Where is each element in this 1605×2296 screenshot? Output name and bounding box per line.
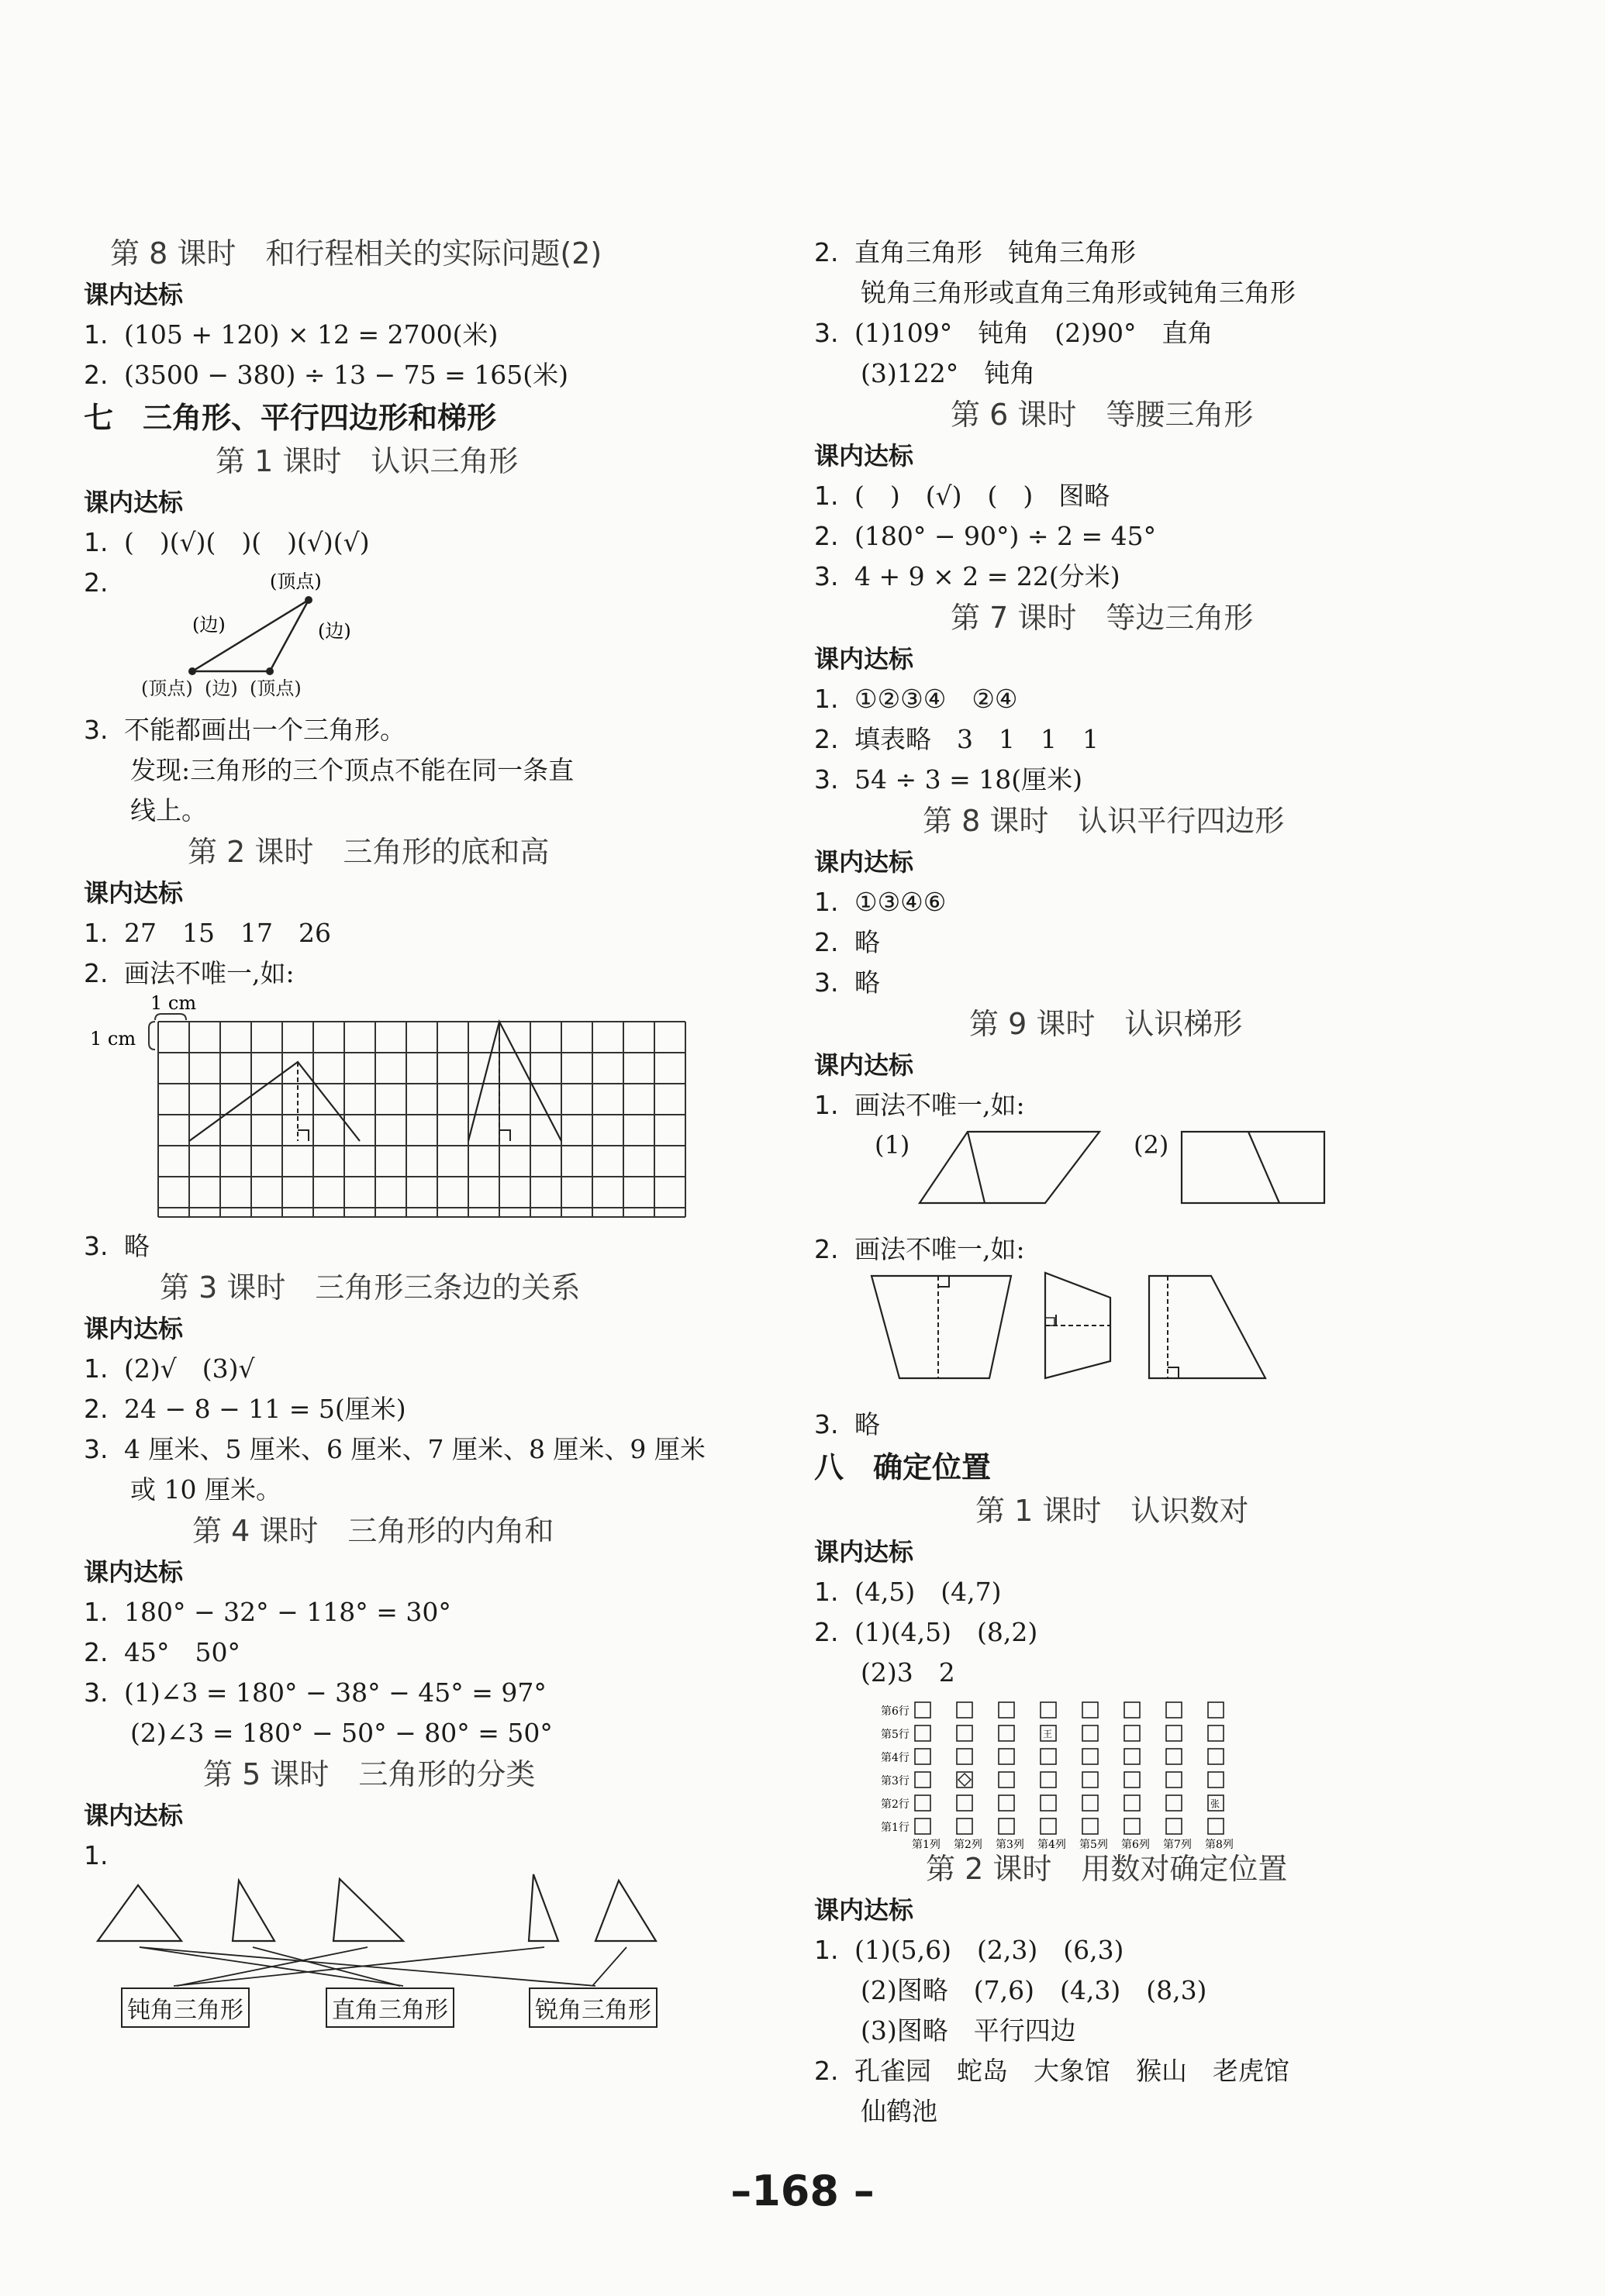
- seat-box: [1166, 1819, 1182, 1834]
- label-box: 直角三角形: [326, 1987, 454, 2028]
- answer-text: 略: [854, 967, 880, 998]
- lesson-title: 第 8 课时 认识平行四边形: [923, 804, 1285, 838]
- answer-text: 填表略 3 1 1 1: [854, 724, 1099, 754]
- answer-line: [814, 516, 1481, 557]
- item-number: 3.: [814, 318, 839, 348]
- seat-box: [1208, 1772, 1224, 1788]
- answer-text: ( )(√)( )( )(√)(√): [124, 527, 370, 557]
- seat-box: [1082, 1819, 1098, 1834]
- answer-line: [84, 522, 751, 563]
- answer-line: [84, 953, 751, 994]
- answer-text: (2)√ (3)√: [124, 1353, 255, 1384]
- label-box: 锐角三角形: [529, 1987, 658, 2028]
- lesson-title: 第 1 课时 认识数对: [975, 1494, 1249, 1528]
- row-label: 第6行: [881, 1705, 910, 1718]
- brace-top: [155, 1014, 186, 1020]
- grid-figure: [84, 994, 751, 1226]
- grid-lines: [158, 1022, 685, 1217]
- item-number: 2.: [814, 2056, 839, 2086]
- seat-box: [1166, 1749, 1182, 1764]
- vertex-label: (顶点): [141, 677, 193, 699]
- page-number: –168 –: [730, 2167, 875, 2215]
- answer-line: [814, 476, 1481, 516]
- seat-box: [1041, 1819, 1056, 1834]
- answer-line: [84, 1673, 751, 1713]
- section-label: 课内达标: [84, 488, 184, 517]
- section-label: 课内达标: [84, 1314, 184, 1343]
- seat-box: [1166, 1702, 1182, 1718]
- answer-line: (2)3 2: [861, 1657, 955, 1688]
- vertex-label: (顶点): [270, 571, 322, 592]
- seat-box: [1166, 1725, 1182, 1741]
- answer-text: 45° 50°: [124, 1637, 240, 1667]
- answer-text: 4 厘米、5 厘米、6 厘米、7 厘米、8 厘米、9 厘米: [124, 1434, 706, 1464]
- answer-line: [814, 679, 1481, 719]
- seat-box: [1082, 1702, 1098, 1718]
- row-label: 第5行: [881, 1729, 910, 1741]
- seat-box: [1041, 1702, 1056, 1718]
- grid-svg: [84, 994, 689, 1226]
- answer-line: [814, 1930, 1481, 1970]
- item-number: 2.: [84, 360, 109, 390]
- answer-line: (3)122° 钝角: [861, 358, 1036, 388]
- triangle-e: [595, 1881, 656, 1941]
- answer-text: (4,5) (4,7): [854, 1577, 1002, 1607]
- seat-box: [999, 1725, 1014, 1741]
- answer-text: 直角三角形 钝角三角形: [854, 237, 1136, 267]
- answer-text: (1)(5,6) (2,3) (6,3): [854, 1935, 1124, 1965]
- right-angle-1: [298, 1130, 309, 1141]
- seat-mark: 王: [1043, 1729, 1053, 1739]
- col-label: 第4列: [1037, 1839, 1066, 1851]
- answer-text: ( ) (√) ( ) 图略: [854, 481, 1110, 511]
- item-number: 1.: [84, 1840, 109, 1870]
- triangle-figure: [84, 571, 751, 699]
- section-label: 课内达标: [84, 280, 184, 309]
- diamond-mark: [958, 1774, 971, 1786]
- seat-chart-svg: [814, 1693, 1450, 1851]
- answer-line: [814, 760, 1481, 800]
- answer-line: [814, 557, 1481, 597]
- answer-text: 略: [854, 927, 880, 957]
- section-label: 课内达标: [814, 1895, 914, 1925]
- item-number: 3.: [84, 1231, 109, 1261]
- answer-text: ①②③④ ②④: [854, 684, 1018, 714]
- right-angle-2: [499, 1130, 510, 1141]
- answer-line: [814, 1572, 1481, 1612]
- seat-box: [1041, 1795, 1056, 1811]
- lesson-title: 第 3 课时 三角形三条边的关系: [160, 1270, 581, 1305]
- answer-line: [84, 1226, 751, 1267]
- item-number: 1.: [84, 319, 109, 350]
- seat-box: [1124, 1819, 1140, 1834]
- item-number: 1.: [814, 481, 839, 511]
- col-label: 第3列: [996, 1839, 1024, 1851]
- answer-line: [84, 913, 751, 953]
- seat-box: [1082, 1772, 1098, 1788]
- answer-text: (180° − 90°) ÷ 2 = 45°: [854, 521, 1157, 551]
- answer-line: [814, 1405, 1481, 1445]
- seat-box: [1124, 1702, 1140, 1718]
- col-label: 第5列: [1079, 1839, 1108, 1851]
- seat-box: [1208, 1819, 1224, 1834]
- answer-line: [84, 1592, 751, 1632]
- answer-text: 孔雀园 蛇岛 大象馆 猴山 老虎馆: [854, 2056, 1289, 2086]
- item-number: 2.: [84, 1394, 109, 1424]
- item-number: 3.: [84, 1677, 109, 1708]
- item-number: 1.: [84, 527, 109, 557]
- row-label: 第3行: [881, 1775, 910, 1788]
- item-number: 3.: [84, 1434, 109, 1464]
- answer-text: 画法不唯一,如:: [854, 1234, 1025, 1264]
- answer-text: 4 + 9 × 2 = 22(分米): [854, 561, 1120, 591]
- seat-box: [999, 1795, 1014, 1811]
- answer-line: [84, 1389, 751, 1429]
- col-label: 第6列: [1121, 1839, 1150, 1851]
- answer-line: 锐角三角形或直角三角形或钝角三角形: [861, 278, 1296, 308]
- answer-text: (105 + 120) × 12 = 2700(米): [124, 319, 499, 350]
- answer-text: (1)∠3 = 180° − 38° − 45° = 97°: [124, 1677, 547, 1708]
- trapezoid-figure-2: [814, 1270, 1481, 1394]
- vertex-dot: [305, 596, 312, 604]
- answer-line: [84, 355, 751, 395]
- answer-text: 54 ÷ 3 = 18(厘米): [854, 764, 1082, 795]
- seat-box: [1208, 1749, 1224, 1764]
- side-label: (边): [192, 614, 226, 636]
- item-number: 1.: [814, 684, 839, 714]
- item-number: 1.: [84, 1597, 109, 1627]
- item-number: 2.: [814, 1234, 839, 1264]
- seat-box: [1208, 1725, 1224, 1741]
- item-number: 2.: [814, 237, 839, 267]
- trapezoid-svg-2: [814, 1270, 1434, 1394]
- answer-line: [814, 233, 1481, 273]
- item-number: 3.: [814, 561, 839, 591]
- unit-title: 八 确定位置: [814, 1450, 992, 1484]
- cm-label-left: 1 cm: [90, 1028, 136, 1050]
- part-label: (1): [875, 1130, 910, 1160]
- trapezoid-1: [872, 1276, 1011, 1378]
- triangle-2: [468, 1022, 561, 1141]
- right-angle-box: [1045, 1318, 1054, 1326]
- left-column: [84, 233, 751, 2039]
- col-label: 第1列: [912, 1839, 941, 1851]
- seat-box: [1166, 1772, 1182, 1788]
- seat-box: [915, 1749, 930, 1764]
- answer-text: 画法不唯一,如:: [124, 958, 295, 988]
- triangle-b: [233, 1881, 274, 1941]
- answer-line: [814, 922, 1481, 963]
- answer-line: [814, 719, 1481, 760]
- lesson-title: 第 1 课时 认识三角形: [216, 444, 519, 478]
- seat-box: [915, 1795, 930, 1811]
- triangle-1: [189, 1062, 360, 1141]
- section-label: 课内达标: [84, 1801, 184, 1830]
- seat-box: [999, 1819, 1014, 1834]
- part-label: (2): [1134, 1130, 1169, 1160]
- section-label: 课内达标: [814, 1050, 914, 1080]
- right-angle: [938, 1276, 949, 1287]
- item-number: 1.: [814, 1577, 839, 1607]
- seat-box: [1124, 1749, 1140, 1764]
- seat-box: [999, 1749, 1014, 1764]
- section-label: 课内达标: [84, 878, 184, 908]
- row-label: 第1行: [881, 1822, 910, 1834]
- item-number: 2.: [814, 927, 839, 957]
- brace-left: [149, 1022, 155, 1050]
- answer-line: [814, 313, 1481, 353]
- triangle-c: [333, 1879, 403, 1941]
- answer-line: [84, 1836, 751, 1876]
- item-number: 1.: [814, 887, 839, 917]
- section-label: 课内达标: [814, 644, 914, 674]
- answer-line: [814, 2051, 1481, 2091]
- seat-box: [915, 1702, 930, 1718]
- side-label: (边): [205, 677, 238, 699]
- lesson-title: 第 2 课时 用数对确定位置: [926, 1852, 1288, 1886]
- answer-line: [84, 710, 751, 750]
- answer-line: [84, 1349, 751, 1389]
- lesson-title: 第 5 课时 三角形的分类: [203, 1757, 536, 1791]
- seat-box: [957, 1725, 972, 1741]
- answer-text: (1)(4,5) (8,2): [854, 1617, 1038, 1647]
- col-label: 第7列: [1163, 1839, 1192, 1851]
- seat-chart: [814, 1693, 1481, 1851]
- trapezoid-figure-1: [814, 1126, 1481, 1215]
- answer-text: 24 − 8 − 11 = 5(厘米): [124, 1394, 406, 1424]
- cm-label-top: 1 cm: [150, 992, 197, 1014]
- seat-box: [1082, 1795, 1098, 1811]
- seat-box: [915, 1819, 930, 1834]
- lesson-title: 第 2 课时 三角形的底和高: [188, 835, 550, 869]
- item-number: 2.: [84, 958, 109, 988]
- seat-box: [1041, 1772, 1056, 1788]
- answer-text: 略: [854, 1409, 880, 1439]
- answer-line: [84, 315, 751, 355]
- answer-line: 仙鹤池: [861, 2096, 937, 2126]
- seat-box: [957, 1702, 972, 1718]
- seat-box: [957, 1795, 972, 1811]
- item-number: 1.: [814, 1090, 839, 1120]
- triangle-bottom-labels: [141, 673, 302, 700]
- item-number: 2.: [84, 567, 109, 598]
- section-label: 课内达标: [814, 1537, 914, 1567]
- seat-box: [957, 1749, 972, 1764]
- lesson-title: 第 8 课时 和行程相关的实际问题(2): [110, 236, 602, 271]
- triangle-d: [529, 1874, 558, 1941]
- right-angle: [1168, 1367, 1179, 1378]
- answer-line: 线上。: [130, 795, 207, 826]
- seat-box: [1124, 1772, 1140, 1788]
- answer-line: [84, 1632, 751, 1673]
- seat-box: [1124, 1725, 1140, 1741]
- parallelogram: [920, 1132, 1099, 1203]
- seat-box: [1082, 1749, 1098, 1764]
- seat-mark: 张: [1210, 1798, 1220, 1809]
- label-box: 钝角三角形: [121, 1987, 250, 2028]
- trapezoid-3: [1149, 1276, 1265, 1378]
- vertex-label: (顶点): [250, 677, 302, 699]
- answer-line: (2)∠3 = 180° − 50° − 80° = 50°: [130, 1718, 553, 1748]
- seat-box: [1041, 1749, 1056, 1764]
- row-label: 第4行: [881, 1752, 910, 1764]
- seat-box: [999, 1772, 1014, 1788]
- right-column: [814, 233, 1481, 2132]
- item-number: 1.: [84, 918, 109, 948]
- answer-line: [814, 1229, 1481, 1270]
- seat-box: [999, 1702, 1014, 1718]
- seat-box: [957, 1819, 972, 1834]
- answer-line: [84, 1429, 751, 1470]
- section-label: 课内达标: [84, 1557, 184, 1587]
- item-number: 2.: [84, 1637, 109, 1667]
- item-number: 1.: [84, 1353, 109, 1384]
- lesson-title: 第 4 课时 三角形的内角和: [192, 1514, 554, 1548]
- cut-line: [1248, 1132, 1279, 1203]
- item-number: 3.: [814, 764, 839, 795]
- lesson-title: 第 9 课时 认识梯形: [969, 1007, 1243, 1041]
- answer-line: (3)图略 平行四边: [861, 2015, 1076, 2046]
- item-number: 3.: [814, 967, 839, 998]
- answer-text: (1)109° 钝角 (2)90° 直角: [854, 318, 1213, 348]
- item-number: 2.: [814, 521, 839, 551]
- answer-text: 180° − 32° − 118° = 30°: [124, 1597, 451, 1627]
- answer-line: [814, 963, 1481, 1003]
- row-label: 第2行: [881, 1798, 910, 1811]
- item-number: 3.: [84, 715, 109, 745]
- seat-box: [915, 1725, 930, 1741]
- cut-line: [968, 1132, 985, 1203]
- col-label: 第8列: [1205, 1839, 1234, 1851]
- section-label: 课内达标: [814, 441, 914, 471]
- answer-line: [84, 563, 751, 598]
- unit-title: 七 三角形、平行四边形和梯形: [84, 401, 497, 435]
- lesson-title: 第 7 课时 等边三角形: [951, 601, 1254, 635]
- answer-text: 不能都画出一个三角形。: [124, 715, 406, 745]
- item-number: 1.: [814, 1935, 839, 1965]
- answer-line: [814, 1085, 1481, 1126]
- answer-text: 略: [124, 1231, 150, 1261]
- triangle-a: [98, 1885, 181, 1941]
- item-number: 2.: [814, 1617, 839, 1647]
- match-lines: [140, 1947, 626, 1986]
- triangle-svg: [84, 571, 409, 685]
- answer-text: 27 15 17 26: [124, 918, 331, 948]
- seat-box: [1208, 1702, 1224, 1718]
- answer-line: (2)图略 (7,6) (4,3) (8,3): [861, 1975, 1207, 2005]
- lesson-title: 第 6 课时 等腰三角形: [951, 398, 1254, 432]
- section-label: 课内达标: [814, 847, 914, 877]
- answer-line: [814, 1612, 1481, 1653]
- col-label: 第2列: [954, 1839, 982, 1851]
- item-number: 3.: [814, 1409, 839, 1439]
- seat-box: [1124, 1795, 1140, 1811]
- answer-text: ①③④⑥: [854, 887, 947, 917]
- seat-box: [1166, 1795, 1182, 1811]
- triangle-shape: [192, 600, 309, 671]
- classification-figure: [84, 1876, 751, 2039]
- seat-box: [1082, 1725, 1098, 1741]
- seat-box: [915, 1772, 930, 1788]
- answer-text: (3500 − 380) ÷ 13 − 75 = 165(米): [124, 360, 568, 390]
- answer-line: 发现:三角形的三个顶点不能在同一条直: [130, 755, 575, 785]
- side-label: (边): [318, 620, 351, 642]
- answer-line: [814, 882, 1481, 922]
- item-number: 2.: [814, 724, 839, 754]
- answer-line: 或 10 厘米。: [130, 1474, 281, 1505]
- answer-text: 画法不唯一,如:: [854, 1090, 1025, 1120]
